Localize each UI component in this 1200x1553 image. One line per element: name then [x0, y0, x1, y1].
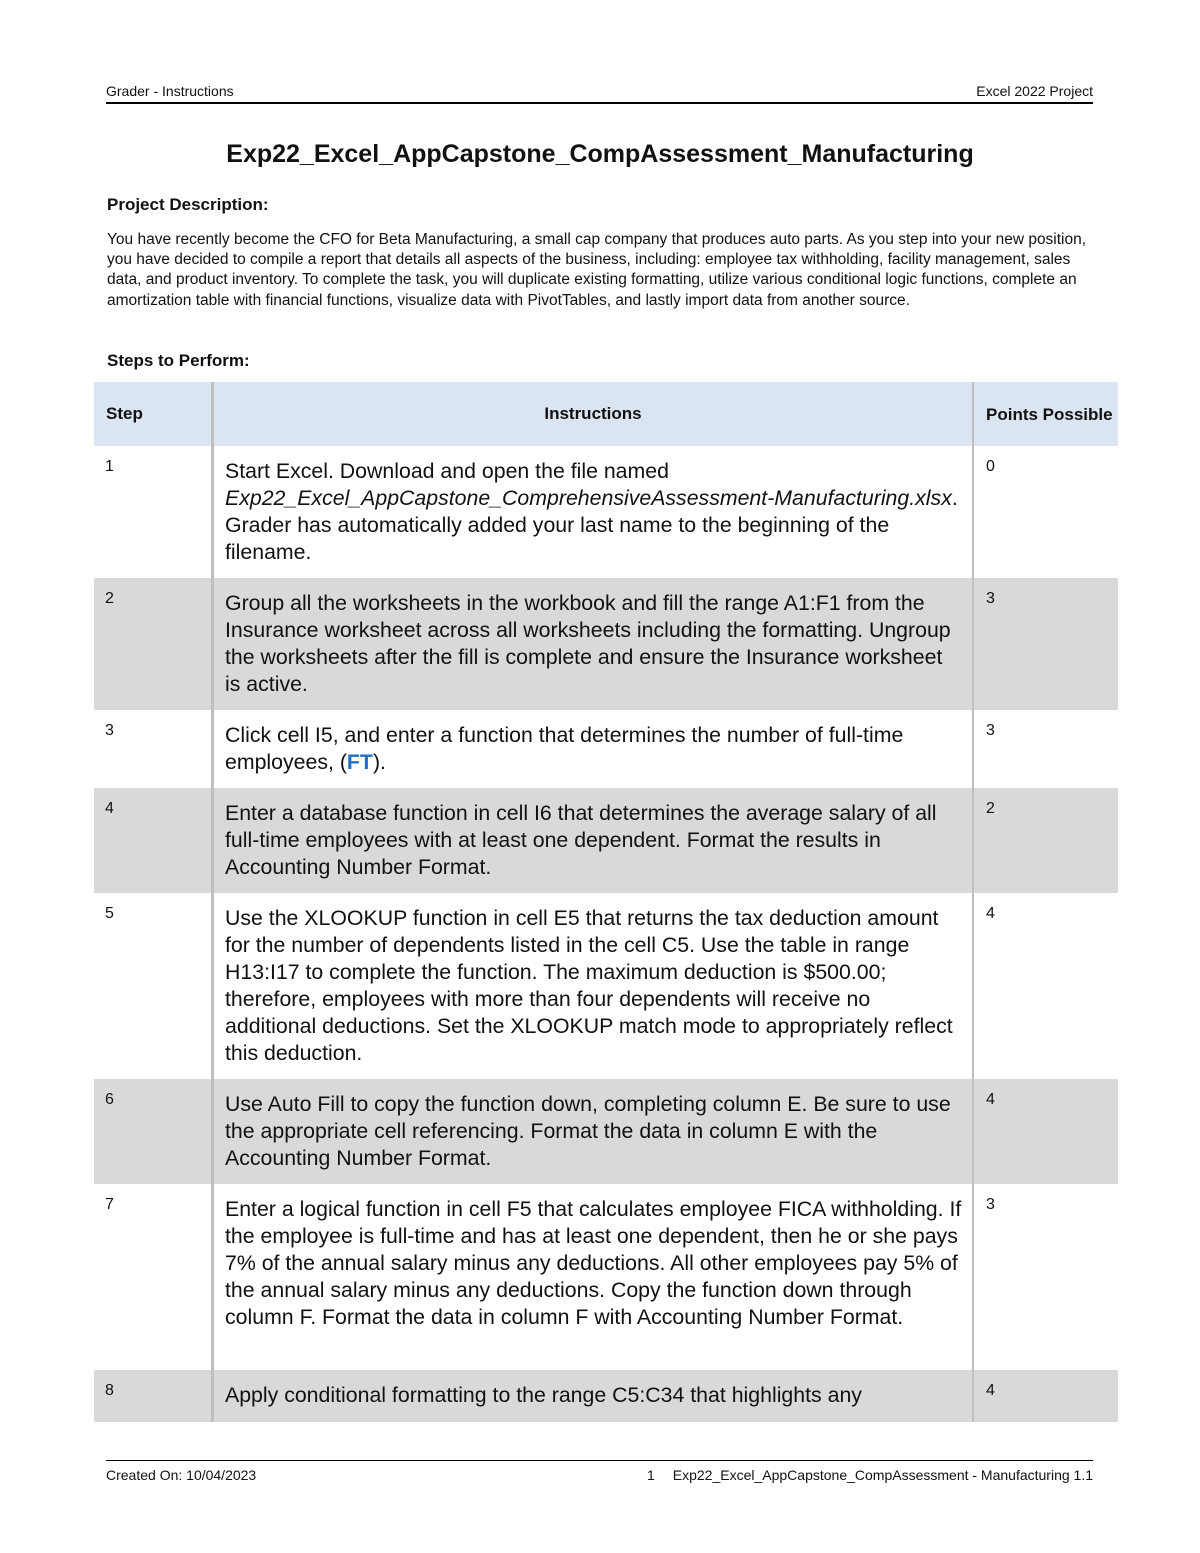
step-number: 8 [94, 1370, 213, 1422]
header-left-text: Grader - Instructions [106, 83, 234, 99]
step-instructions: Enter a logical function in cell F5 that calculates employee FICA withholding. If the employee is full-time and has at least one dependent, then he or she pays 7% of the annual salary minus any deductions. All other employees pay 5% of the annual salary minus any deductions. Copy the function down through column F. Format the data in column F with Accounting Number Format. [213, 1184, 974, 1370]
project-description-text: You have recently become the CFO for Beta Manufacturing, a small cap company that produces auto parts. As you step into your new position, you have decided to compile a report that details all aspects of the business, including: employee tax withholding, facility management, sales data, and product inventory. To complete the task, you will duplicate existing formatting, utilize various conditional logic functions, complete an amortization table with financial functions, visualize data with PivotTables, and lastly import data from another source. [107, 231, 1087, 309]
page-header [106, 83, 1093, 101]
step-number: 1 [94, 446, 213, 578]
step-points: 4 [973, 1079, 1118, 1184]
table-header-row [94, 382, 1118, 446]
step-points: 0 [986, 458, 995, 475]
step-instructions: Enter a database function in cell I6 that determines the average salary of all full-time employees with at least one dependent. Format the results in Accounting Number Format. [213, 788, 974, 893]
steps-table [94, 382, 1118, 1422]
step-points: 4 [973, 1370, 1118, 1422]
table-row [94, 1079, 1118, 1184]
step-instructions: Apply conditional formatting to the range C5:C34 that highlights any [213, 1370, 974, 1422]
step-instructions: Use Auto Fill to copy the function down, completing column E. Be sure to use the appropriate cell referencing. Format the data in column E with the Accounting Number Format. [213, 1079, 974, 1184]
table-row [94, 446, 1118, 578]
instruction-code: FT [346, 750, 373, 774]
step-number: 7 [94, 1184, 213, 1370]
footer-document-name: Exp22_Excel_AppCapstone_CompAssessment - Manufacturing 1.1 [672, 1467, 1093, 1483]
footer-created-date: Created On: 10/04/2023 [106, 1467, 257, 1483]
col-header-instructions: Instructions [213, 382, 974, 446]
step-number: 3 [94, 710, 213, 788]
step-points: 3 [986, 1196, 995, 1213]
step-points: 3 [973, 578, 1118, 710]
col-header-step: Step [94, 382, 213, 446]
document-title: Exp22_Excel_AppCapstone_CompAssessment_Manufacturing [226, 140, 974, 168]
step-number: 5 [94, 893, 213, 1079]
header-right-text: Excel 2022 Project [976, 83, 1093, 99]
step-number: 6 [94, 1079, 213, 1184]
project-description-heading: Project Description: [107, 195, 269, 214]
table-row [94, 1370, 1118, 1422]
table-row [94, 788, 1118, 893]
steps-heading: Steps to Perform: [107, 351, 250, 370]
step-instructions [213, 710, 974, 788]
instruction-text: . Grader has automatically added your last name to the beginning of the filename. [225, 486, 958, 564]
step-instructions: Group all the worksheets in the workbook and fill the range A1:F1 from the Insurance worksheet across all worksheets including the formatting. Ungroup the worksheets after the fill is complete and ensure the Insurance worksheet is active. [213, 578, 974, 710]
step-number: 2 [94, 578, 213, 710]
table-row [94, 578, 1118, 710]
page-number: 1 [646, 1467, 655, 1483]
footer-right [647, 1467, 1093, 1483]
table-row [94, 1184, 1118, 1370]
step-instructions: Use the XLOOKUP function in cell E5 that returns the tax deduction amount for the number of dependents listed in the cell C5. Use the table in range H13:I17 to complete the function. The maximum deduction is $500.00; therefore, employees with more than four dependents will receive no additional deductions. Set the XLOOKUP match mode to appropriately reflect this deduction. [213, 893, 974, 1079]
step-points: 3 [986, 722, 995, 739]
step-points: 2 [973, 788, 1118, 893]
instruction-text: Click cell I5, and enter a function that determines the number of full-time employees, ( [225, 723, 904, 774]
step-number: 4 [94, 788, 213, 893]
step-points: 4 [986, 905, 995, 922]
step-instructions [213, 446, 974, 578]
col-header-points: Points Possible [973, 382, 1118, 446]
footer-rule [106, 1460, 1093, 1461]
instruction-filename: Exp22_Excel_AppCapstone_ComprehensiveAssessment-Manufacturing.xlsx [225, 486, 952, 510]
instruction-text: ). [372, 750, 386, 774]
table-row [94, 710, 1118, 788]
instruction-text: Start Excel. Download and open the file named [225, 459, 669, 483]
header-rule [106, 102, 1093, 104]
table-row [94, 893, 1118, 1079]
